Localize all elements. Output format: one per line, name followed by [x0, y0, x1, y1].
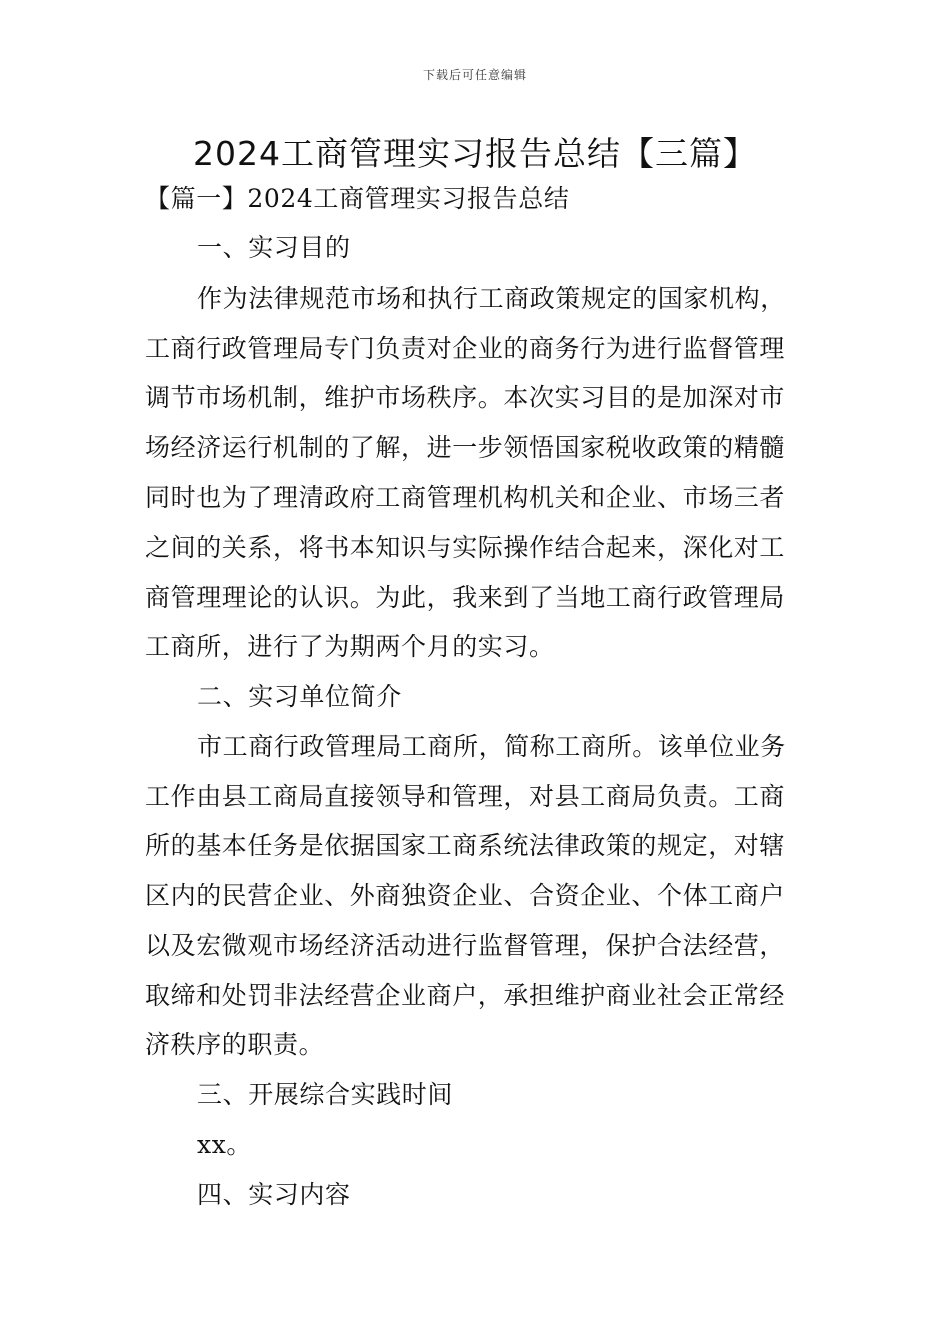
paragraph-line: 同时也为了理清政府工商管理机构机关和企业、市场三者 — [145, 483, 786, 512]
paragraph-line: 市工商行政管理局工商所，简称工商所。该单位业务 — [197, 732, 786, 761]
document-title: 2024工商管理实习报告总结【三篇】 — [193, 134, 757, 173]
header-note: 下载后可任意编辑 — [422, 68, 527, 82]
paragraph-line: 济秩序的职责。 — [145, 1030, 325, 1059]
paragraph-line: 以及宏微观市场经济活动进行监督管理，保护合法经营， — [145, 931, 786, 960]
paragraph-line: 场经济运行机制的了解，进一步领悟国家税收政策的精髓 — [145, 433, 786, 462]
paragraph-line: 取缔和处罚非法经营企业商户，承担维护商业社会正常经 — [145, 981, 786, 1010]
subsection-heading: 二、实习单位简介 — [197, 682, 402, 711]
paragraph-line: 商管理理论的认识。为此，我来到了当地工商行政管理局 — [145, 583, 786, 612]
paragraph-line: 所的基本任务是依据国家工商系统法律政策的规定，对辖 — [145, 831, 786, 860]
paragraph-line: 工商所，进行了为期两个月的实习。 — [145, 632, 555, 661]
paragraph-line: 工商行政管理局专门负责对企业的商务行为进行监督管理 — [145, 334, 786, 363]
subsection-heading: 一、实习目的 — [197, 233, 351, 262]
paragraph-line: 工作由县工商局直接领导和管理，对县工商局负责。工商 — [145, 782, 786, 811]
paragraph-line: 区内的民营企业、外商独资企业、合资企业、个体工商户 — [145, 881, 786, 910]
subsection-heading: 四、实习内容 — [197, 1180, 351, 1209]
paragraph-line: xx。 — [197, 1130, 252, 1159]
subsection-heading: 三、开展综合实践时间 — [197, 1080, 454, 1109]
paragraph-line: 调节市场机制，维护市场秩序。本次实习目的是加深对市 — [145, 383, 786, 412]
paragraph-line: 作为法律规范市场和执行工商政策规定的国家机构， — [197, 284, 786, 313]
section-heading: 【篇一】2024工商管理实习报告总结 — [145, 184, 570, 213]
paragraph-line: 之间的关系，将书本知识与实际操作结合起来，深化对工 — [145, 533, 786, 562]
